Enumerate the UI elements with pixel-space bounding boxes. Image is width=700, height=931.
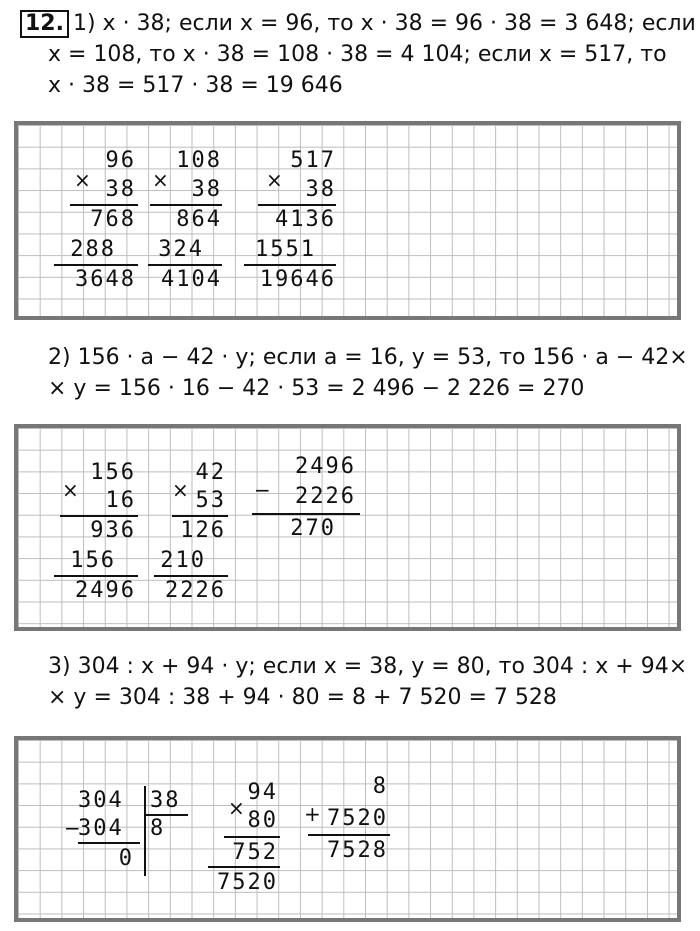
division-sub-line (78, 842, 140, 844)
calc1-line2 (54, 264, 138, 266)
mult-line2 (208, 866, 280, 868)
part2-line2: × y = 156 · 16 − 42 · 53 = 2 496 − 2 226 = 270 (48, 376, 585, 401)
mult-p1: 752 (232, 840, 278, 865)
calc3-p2: 1551 (255, 237, 316, 262)
calc1-p1: 768 (90, 207, 136, 232)
calc3-b: 38 (305, 177, 336, 202)
calc5-b: 53 (195, 488, 226, 513)
times-sign: × (172, 478, 189, 502)
calc2-p2: 324 (158, 237, 204, 262)
calc5-line2 (154, 575, 228, 577)
minus-sign: − (254, 478, 271, 502)
division-divisor: 38 (150, 788, 181, 813)
calc4-b: 16 (105, 488, 136, 513)
calc6-r: 270 (290, 516, 336, 541)
calc5-r: 2226 (165, 578, 226, 603)
calc4-p1: 936 (90, 518, 136, 543)
times-sign: × (266, 168, 283, 192)
mult-a: 94 (247, 780, 278, 805)
division-vline (144, 786, 146, 876)
calc6-b: 2226 (295, 484, 356, 509)
plus-sign: + (304, 802, 321, 826)
part3-line2: × y = 304 : 38 + 94 · 80 = 8 + 7 520 = 7 528 (48, 685, 557, 710)
calc2-p1: 864 (176, 207, 222, 232)
minus-sign: − (64, 816, 81, 840)
calc6-line (252, 513, 360, 515)
division-dividend: 304 (78, 788, 124, 813)
calc3-line2 (244, 264, 336, 266)
part1-line1: 1) x · 38; если x = 96, то x · 38 = 96 · 38 = 3 648; если (72, 11, 696, 36)
times-sign: × (74, 168, 91, 192)
calc1-p2: 288 (70, 237, 116, 262)
calc2-line2 (148, 264, 222, 266)
mult-line1 (224, 836, 280, 838)
calc1-b: 38 (105, 177, 136, 202)
part3-line1: 3) 304 : x + 94 · y; если x = 38, y = 80, то 304 : x + 94× (48, 654, 688, 679)
mult-r: 7520 (217, 870, 278, 895)
division-rem: 0 (118, 846, 134, 871)
calc1-line1 (70, 204, 138, 206)
calc5-p1: 126 (180, 518, 226, 543)
calc3-line1 (258, 204, 336, 206)
calc4-r: 2496 (75, 578, 136, 603)
calc2-b: 38 (191, 177, 222, 202)
add-line (308, 834, 390, 836)
grid-part1 (14, 121, 681, 320)
calc3-p1: 4136 (275, 207, 336, 232)
calc4-line2 (54, 575, 138, 577)
times-sign: × (62, 478, 79, 502)
part3-text (20, 651, 686, 713)
grid-part3 (14, 736, 681, 922)
part1-text (20, 8, 696, 101)
add-b: 7520 (327, 806, 388, 831)
part2-line1: 2) 156 · a − 42 · y; если a = 16, y = 53, то 156 · a − 42× (48, 345, 688, 370)
calc3-a: 517 (290, 148, 336, 173)
calc3-r: 19646 (259, 267, 336, 292)
calc5-p2: 210 (160, 548, 206, 573)
grid-part2 (14, 424, 681, 631)
calc2-a: 108 (176, 148, 222, 173)
calc1-r: 3648 (75, 267, 136, 292)
calc5-line1 (172, 515, 228, 517)
part1-line2: x = 108, то x · 38 = 108 · 38 = 4 104; если x = 517, то (48, 42, 667, 67)
add-r: 7528 (327, 838, 388, 863)
add-a: 8 (372, 774, 388, 799)
calc6-a: 2496 (295, 454, 356, 479)
part1-line3: x · 38 = 517 · 38 = 19 646 (48, 73, 343, 98)
task-number: 12. (20, 10, 69, 38)
calc4-a: 156 (90, 460, 136, 485)
division-quotient: 8 (150, 816, 166, 841)
division-sub: 304 (78, 816, 124, 841)
mult-b: 80 (247, 808, 278, 833)
part2-text (20, 342, 686, 404)
calc1-a: 96 (105, 148, 136, 173)
calc4-line1 (60, 515, 138, 517)
times-sign: × (152, 168, 169, 192)
calc2-r: 4104 (161, 267, 222, 292)
calc2-line1 (150, 204, 222, 206)
calc5-a: 42 (195, 460, 226, 485)
times-sign: × (228, 796, 245, 820)
calc4-p2: 156 (70, 548, 116, 573)
